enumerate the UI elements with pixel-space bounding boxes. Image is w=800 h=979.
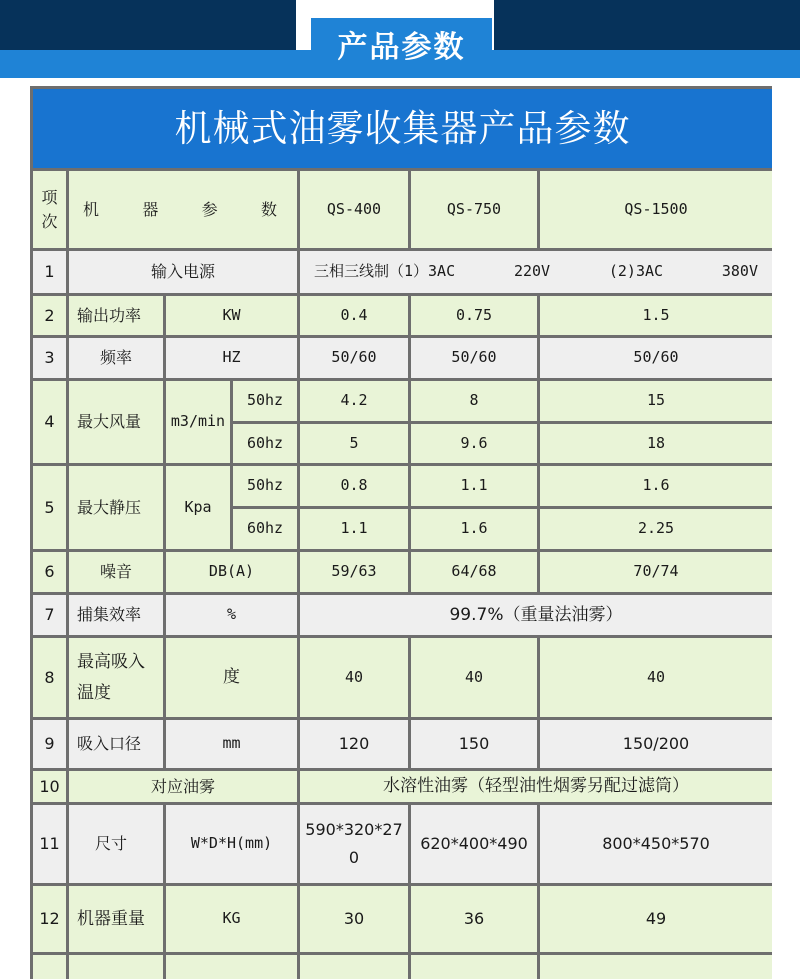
row-6-value-qs750: 64/68 [411,552,537,592]
row-4-label: 最大风量 [69,381,163,463]
row-4-no: 4 [33,381,66,463]
row-3-label: 频率 [69,338,163,378]
row-5-label: 最大静压 [69,466,163,549]
row-1-value-part: 380V [721,262,758,281]
row-3-value-qs750: 50/60 [411,338,537,378]
header-param [69,171,297,248]
row-8-unit: 度 [166,638,297,717]
row-2-label: 输出功率 [69,296,163,335]
row-continuation [540,955,772,979]
row-12-label: 机器重量 [69,886,163,952]
row-6-unit: DB(A) [166,552,297,592]
row-11-value-qs1500: 800*450*570 [540,805,772,883]
row-9-unit: mm [166,720,297,768]
row-2-value-qs400: 0.4 [300,296,408,335]
row-11-value-qs400: 590*320*270 [300,805,408,883]
row-5-no: 5 [33,466,66,549]
row-9-value-qs400: 120 [300,720,408,768]
row-5-freq-60: 60hz [233,509,297,549]
row-7-label: 捕集效率 [69,595,163,635]
row-1-label: 输入电源 [69,251,297,293]
banner-dark-band-left [0,0,296,50]
row-12-value-qs1500: 49 [540,886,772,952]
row-12-value-qs400: 30 [300,886,408,952]
row-11-no: 11 [33,805,66,883]
row-3-value-qs400: 50/60 [300,338,408,378]
row-4-50-qs750: 8 [411,381,537,421]
row-4-freq-50: 50hz [233,381,297,421]
row-10-label: 对应油雾 [69,771,297,802]
header-model-qs400: QS-400 [300,171,408,248]
banner-title: 产品参数 [311,18,492,78]
row-5-50-qs1500: 1.6 [540,466,772,506]
row-4-unit: m3/min [166,381,230,463]
row-8-value-qs1500: 40 [540,638,772,717]
row-11-value-qs750: 620*400*490 [411,805,537,883]
row-6-value-qs400: 59/63 [300,552,408,592]
row-continuation [33,955,66,979]
row-7-value: 99.7%（重量法油雾） [300,595,772,635]
row-1-value-part: (2)3AC [608,262,664,281]
row-continuation [300,955,408,979]
row-12-unit: KG [166,886,297,952]
row-4-50-qs400: 4.2 [300,381,408,421]
row-3-no: 3 [33,338,66,378]
row-4-60-qs400: 5 [300,424,408,463]
row-6-label: 噪音 [69,552,163,592]
header-model-qs750: QS-750 [411,171,537,248]
row-5-60-qs400: 1.1 [300,509,408,549]
banner-dark-band-right [494,0,800,50]
row-6-no: 6 [33,552,66,592]
row-10-value: 水溶性油雾（轻型油性烟雾另配过滤筒） [300,771,772,802]
header-param-char: 机 [83,199,100,219]
row-1-value-part: 220V [513,262,551,281]
table-title: 机械式油雾收集器产品参数 [33,89,772,168]
row-6-value-qs1500: 70/74 [540,552,772,592]
row-2-unit: KW [166,296,297,335]
row-4-60-qs750: 9.6 [411,424,537,463]
row-8-value-qs750: 40 [411,638,537,717]
row-4-50-qs1500: 15 [540,381,772,421]
row-8-value-qs400: 40 [300,638,408,717]
row-4-60-qs1500: 18 [540,424,772,463]
row-11-label: 尺寸 [69,805,163,883]
row-9-no: 9 [33,720,66,768]
row-7-unit: % [166,595,297,635]
row-10-no: 10 [33,771,66,802]
row-12-no: 12 [33,886,66,952]
row-12-value-qs750: 36 [411,886,537,952]
row-5-50-qs750: 1.1 [411,466,537,506]
row-2-value-qs1500: 1.5 [540,296,772,335]
header-param-char: 参 [201,199,218,219]
row-9-value-qs750: 150 [411,720,537,768]
row-continuation [69,955,163,979]
row-5-freq-50: 50hz [233,466,297,506]
header-model-qs1500: QS-1500 [540,171,772,248]
row-3-unit: HZ [166,338,297,378]
row-8-no: 8 [33,638,66,717]
header-param-char: 器 [142,199,159,219]
row-continuation [411,955,537,979]
row-5-50-qs400: 0.8 [300,466,408,506]
header-param-char: 数 [260,199,277,219]
row-8-label: 最高吸入温度 [69,638,163,717]
row-1-value [300,251,772,293]
row-1-no: 1 [33,251,66,293]
row-1-value-part: 三相三线制（1）3AC [314,262,456,281]
row-continuation [166,955,297,979]
row-5-unit: Kpa [166,466,230,549]
row-9-value-qs1500: 150/200 [540,720,772,768]
row-3-value-qs1500: 50/60 [540,338,772,378]
row-4-freq-60: 60hz [233,424,297,463]
row-5-60-qs750: 1.6 [411,509,537,549]
row-5-60-qs1500: 2.25 [540,509,772,549]
row-2-no: 2 [33,296,66,335]
row-7-no: 7 [33,595,66,635]
row-2-value-qs750: 0.75 [411,296,537,335]
row-11-unit: W*D*H(mm) [166,805,297,883]
row-9-label: 吸入口径 [69,720,163,768]
top-banner [0,0,800,78]
header-no: 项次 [33,171,66,248]
